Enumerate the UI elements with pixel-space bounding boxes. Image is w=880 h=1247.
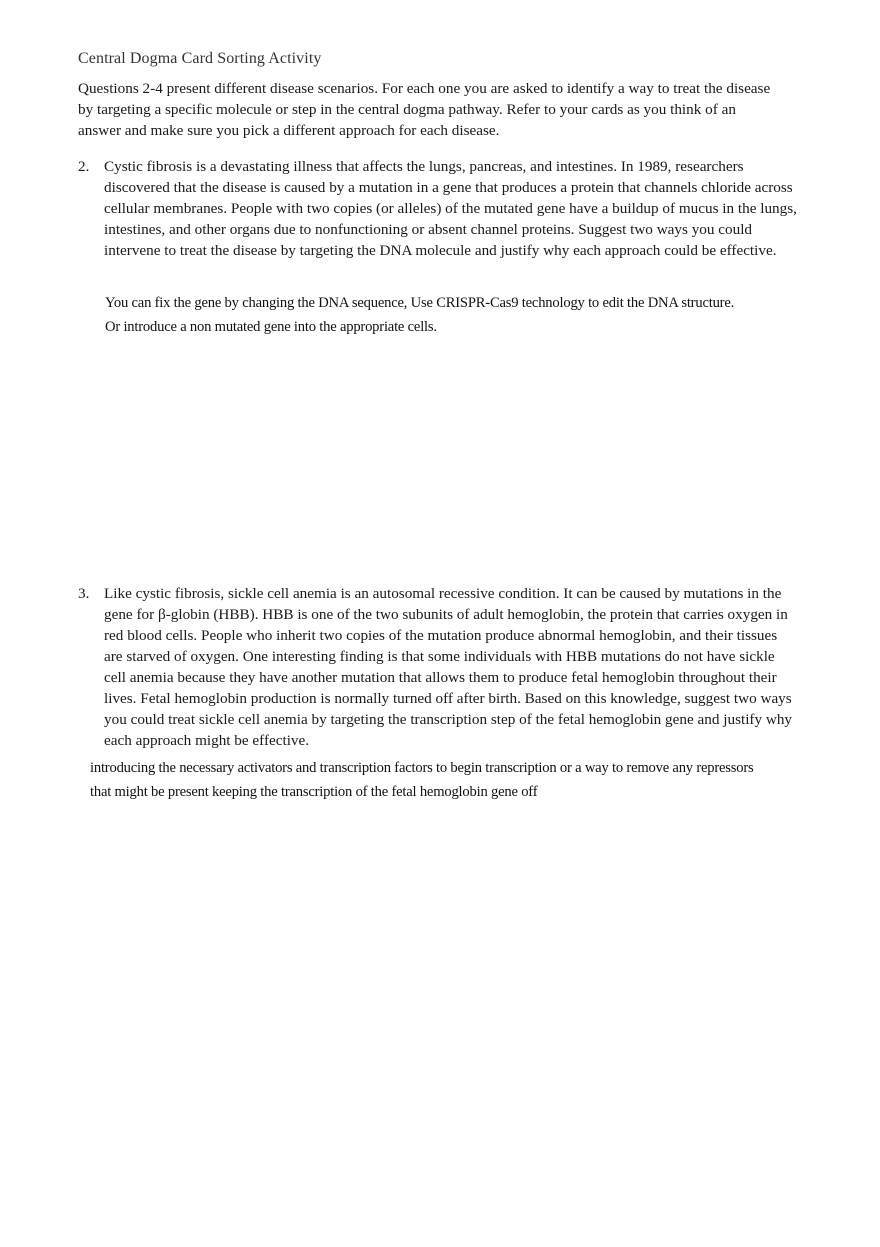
question-number: 2.: [78, 158, 90, 175]
question-2: [78, 156, 798, 261]
question-text: Like cystic fibrosis, sickle cell anemia is an autosomal recessive condition. It can be caused by mutations in the gene for β-globin (HBB). HBB is one of the two subunits of adult hemoglobin, the protein that carries oxygen in red blood cells. People who inherit two copies of the mutation produce abnormal hemoglobin, and their tissues are starved of oxygen. One interesting finding is that some individuals with HBB mutations do not have sickle cell anemia because they have another mutation that allows them to produce fetal hemoglobin throughout their lives. Fetal hemoglobin production is normally turned off after birth. Based on this knowledge, suggest two ways you could treat sickle cell anemia by targeting the transcription step of the fetal hemoglobin gene and justify why each approach might be effective.: [104, 585, 793, 749]
question-number: 3.: [78, 585, 90, 602]
question-text: Cystic fibrosis is a devastating illness that affects the lungs, pancreas, and intestines. In 1989, researchers discovered that the disease is caused by a mutation in a gene that produces a protein that channels chloride across cellular membranes. People with two copies (or alleles) of the mutated gene have a buildup of mucus in the lungs, intestines, and other organs due to nonfunctioning or absent channel proteins. Suggest two ways you could intervene to treat the disease by targeting the DNA molecule and justify why each approach could be effective.: [104, 158, 797, 259]
instructions-paragraph: Questions 2-4 present different disease scenarios. For each one you are asked to identify a way to treat the disease by targeting a specific molecule or step in the central dogma pathway. Refer to your cards as you think of an answer and make sure you pick a different approach for each disease.: [78, 80, 771, 139]
answer-2[interactable]: You can fix the gene by changing the DNA sequence, Use CRISPR-Cas9 technology to edit the DNA structure. Or introduce a non mutated gene into the appropriate cells.: [105, 295, 735, 335]
page-title: Central Dogma Card Sorting Activity: [78, 50, 322, 67]
question-3: [78, 583, 798, 751]
answer-3[interactable]: introducing the necessary activators and transcription factors to begin transcription or a way to remove any repressors that might be present keeping the transcription of the fetal hemoglobin gene off: [90, 760, 754, 800]
